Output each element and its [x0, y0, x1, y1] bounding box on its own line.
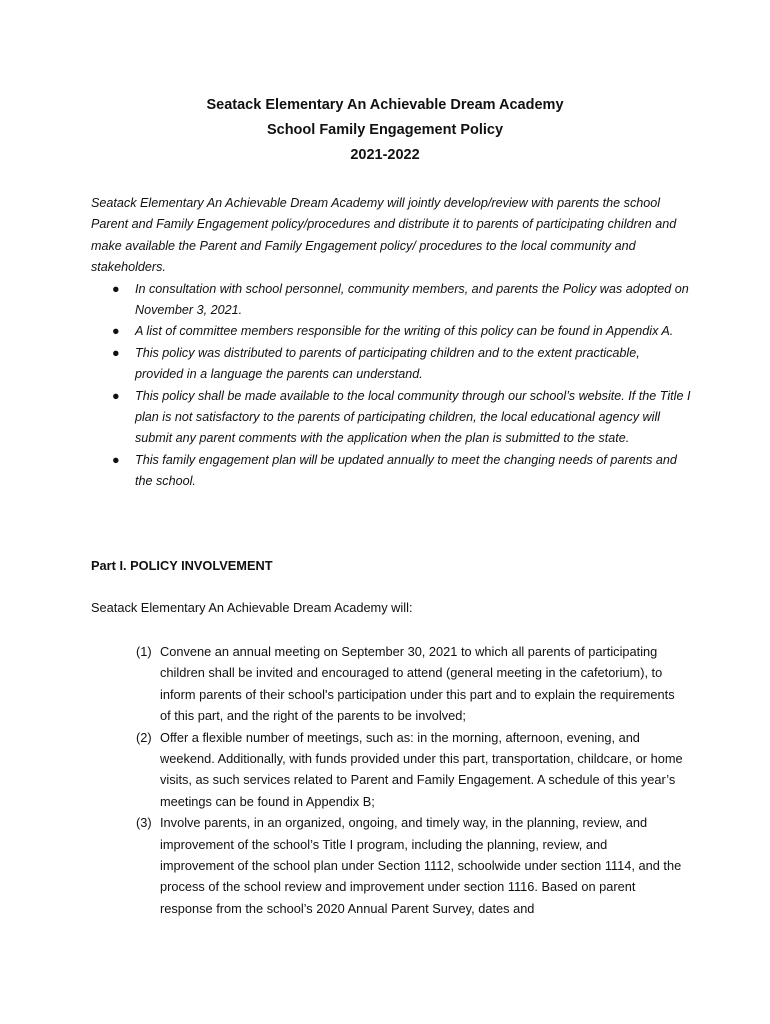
- bullet-item: [91, 321, 691, 342]
- item-number: (2): [136, 729, 152, 745]
- item-number: (3): [136, 815, 152, 831]
- title-year: 2021-2022: [350, 147, 420, 163]
- bullet-text: A list of committee members responsible for the writing of this policy can be found in Appendix A.: [135, 324, 674, 339]
- bullet-item: [91, 343, 691, 386]
- title-school-name: Seatack Elementary An Achievable Dream Academy: [206, 97, 564, 113]
- item-text: Convene an annual meeting on September 30, 2021 to which all parents of participating children shall be invited and encouraged to attend (general meeting in the cafetorium), to inform parents of their school's participation under this part and to explain the requirements of this part, and the right of the parents to be involved;: [160, 644, 675, 724]
- bullet-item: [91, 279, 691, 322]
- intro-bullet-list: [91, 279, 691, 493]
- bullet-text: This policy was distributed to parents of participating children and to the extent practicable, provided in a language the parents can understand.: [135, 345, 640, 382]
- title-policy-name: School Family Engagement Policy: [266, 122, 504, 138]
- intro-section: [91, 193, 691, 493]
- item-text: Involve parents, in an organized, ongoing, and timely way, in the planning, review, and improvement of the school’s Title I program, including the planning, review, and improvement of the school plan under Section 1112, schoolwide under section 1114, and the process of the school review and improvement under section 1116. Based on parent response from the school’s 2020 Annual Parent Survey, dates and: [160, 815, 682, 916]
- intro-paragraph: Seatack Elementary An Achievable Dream Academy will jointly develop/review with parents the school Parent and Family Engagement policy/procedures and distribute it to parents of participating children and make available the Parent and Family Engagement policy/ procedures to the local community and stakeholders.: [91, 196, 677, 275]
- item-text: Offer a flexible number of meetings, such as: in the morning, afternoon, evening, and weekend. Additionally, with funds provided under this part, transportation, childcare, or home visits, as such services related to Parent and Family Engagement. A schedule of this year’s meetings can be found in Appendix B;: [160, 729, 683, 809]
- numbered-item: [136, 727, 684, 813]
- part-one-lead: Seatack Elementary An Achievable Dream Academy will:: [91, 600, 413, 615]
- bullet-icon: ●: [112, 324, 120, 339]
- item-number: (1): [136, 644, 152, 659]
- part-one-heading: Part I. POLICY INVOLVEMENT: [91, 558, 273, 573]
- bullet-icon: ●: [112, 345, 120, 360]
- numbered-item: [136, 812, 684, 919]
- bullet-text: This family engagement plan will be updated annually to meet the changing needs of parents and the school.: [135, 452, 677, 489]
- numbered-item: [136, 641, 684, 727]
- bullet-text: In consultation with school personnel, community members, and parents the Policy was adopted on November 3, 2021.: [135, 281, 689, 318]
- bullet-icon: ●: [112, 388, 120, 403]
- document-title: [0, 93, 770, 168]
- bullet-item: [91, 450, 691, 493]
- part-one-numbered-list: [136, 641, 684, 919]
- bullet-icon: ●: [112, 281, 120, 296]
- bullet-icon: ●: [112, 452, 120, 467]
- bullet-item: [91, 386, 691, 450]
- bullet-text: This policy shall be made available to the local community through our school’s website. If the Title I plan is not satisfactory to the parents of participating children, the local educational agency will submit any parent comments with the application when the plan is submitted to the state.: [135, 388, 691, 446]
